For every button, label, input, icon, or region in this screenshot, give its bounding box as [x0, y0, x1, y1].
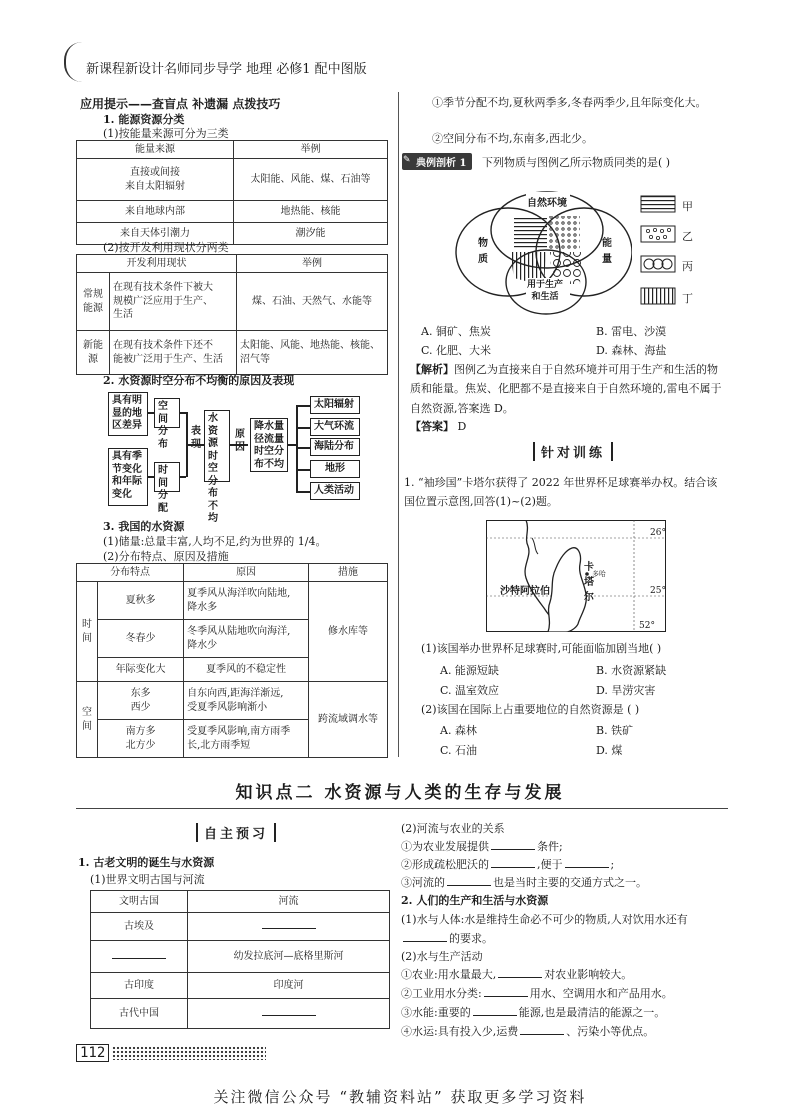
- t1-cell: 潮汐能: [234, 223, 388, 245]
- kp2-r7-text-b: 对农业影响较大。: [544, 968, 633, 981]
- kp2-r7: [401, 966, 632, 982]
- right-p2: ②空间分布不均,东南多,西北少。: [432, 132, 593, 145]
- section1-title: 1. 能源资源分类: [103, 113, 185, 126]
- legend-label: 乙: [682, 230, 693, 243]
- kp2-r9-text-a: ③水能:重要的: [401, 1006, 471, 1019]
- section1-sub2: (2)按开发利用现状分两类: [103, 241, 229, 254]
- legend-label: 丁: [682, 292, 693, 305]
- diagram-factor: 太阳辐射: [310, 396, 360, 414]
- q1-2-option-a: A. 森林: [440, 724, 477, 737]
- t2-header: 开发利用现状: [77, 255, 237, 273]
- answer-text: D: [457, 420, 467, 433]
- kp2-r3-text-c: ;: [610, 858, 615, 871]
- china-water-table: [76, 563, 388, 758]
- example-badge-mark: ✎: [403, 155, 411, 165]
- kp2-r2: [401, 838, 563, 854]
- example-badge-label: 典例剖析 1: [416, 158, 467, 169]
- fill-blank[interactable]: [447, 885, 491, 886]
- t3-cell: 南方多 北方少: [98, 720, 184, 758]
- t4-blank-cell[interactable]: [188, 999, 390, 1029]
- q1-2-option-b: B. 铁矿: [596, 724, 634, 737]
- t2-cell: 常规 能源: [77, 273, 110, 331]
- civilization-river-table: [90, 890, 390, 1029]
- kp2-section1-title: 1. 古老文明的诞生与水资源: [78, 856, 215, 869]
- section2-title: 2. 水资源时空分布不均衡的原因及表现: [103, 374, 295, 387]
- t1-cell: 来自地球内部: [77, 201, 234, 223]
- kp2-r2-text-a: ①为农业发展提供: [401, 840, 489, 853]
- t2-header: 举例: [237, 255, 388, 273]
- q1-2-option-c: C. 石油: [440, 744, 478, 757]
- diagram-factor: 海陆分布: [310, 438, 360, 456]
- q1-2-option-d: D. 煤: [596, 744, 623, 757]
- t3-cell: 夏秋多: [98, 582, 184, 620]
- kp2-r7-text-a: ①农业:用水量最大,: [401, 968, 497, 981]
- fill-blank[interactable]: [484, 996, 528, 997]
- fill-blank[interactable]: [565, 867, 609, 868]
- kp2-r1: (2)河流与农业的关系: [401, 822, 505, 835]
- energy-usage-table: [76, 254, 388, 375]
- kp2-r4: [401, 874, 647, 890]
- t4-header: 文明古国: [91, 891, 188, 913]
- diagram-factor: 地形: [310, 460, 360, 478]
- tips-heading: 应用提示——查盲点 补遗漏 点拨技巧: [80, 97, 281, 111]
- book-title: 新课程新设计名师同步导学 地理 必修1 配中图版: [86, 62, 367, 77]
- t3-cell: 东多 西少: [98, 682, 184, 720]
- section3-line2: (2)分布特点、原因及措施: [103, 550, 229, 563]
- kp2-r2-text-b: 条件;: [537, 840, 563, 853]
- energy-source-table: [76, 140, 388, 245]
- legend-label: 丙: [682, 260, 693, 273]
- t4-blank-cell[interactable]: [188, 913, 390, 941]
- question1-intro: 1. “袖珍国”卡塔尔获得了 2022 年世界杯足球赛举办权。结合该国位置示意图,回答(1)~(2)题。: [404, 476, 718, 509]
- t2-cell: 煤、石油、天然气、水能等: [237, 273, 388, 331]
- t3-time-label: 时 间: [77, 582, 98, 682]
- venn-label-bottom: 用于生产 和生活: [527, 280, 564, 302]
- legend-swatch-bing: [641, 256, 675, 272]
- analysis-text: 图例乙为直接来自于自然环境并可用于生产和生活的物质和能量。焦炭、化肥都不是直接来自于自然环境的,雷电不属于自然资源,答案选 D。: [410, 363, 722, 415]
- t3-cell: 冬季风从陆地吹向海洋, 降水少: [184, 620, 309, 658]
- kp2-title: 知识点二 水资源与人类的生存与发展: [235, 783, 565, 803]
- t4-cell: 印度河: [188, 973, 390, 999]
- map-country-saudi: 沙特阿拉伯: [500, 586, 550, 597]
- kp2-r5-text-b: 的要求。: [449, 932, 493, 946]
- legend-swatch-ding: [641, 288, 675, 304]
- kp2-r3-text-b: ,便于: [537, 858, 563, 871]
- example-badge: [402, 153, 472, 170]
- kp2-r10-text-b: 、污染小等优点。: [566, 1025, 655, 1038]
- qatar-location-map: [486, 520, 666, 632]
- training-title: [533, 442, 613, 461]
- t3-measure: 修水库等: [309, 582, 388, 682]
- diagram-rain: 降水量 径流量 时空分 布不均: [250, 418, 288, 472]
- example-option-b: B. 雷电、沙漠: [596, 325, 667, 338]
- legend-label: 甲: [682, 200, 693, 213]
- kp2-r5: [401, 910, 727, 949]
- t3-header: 分布特点: [77, 564, 184, 582]
- kp2-r10-text-a: ④水运:具有投入少,运费: [401, 1025, 519, 1038]
- legend-swatch-jia: [641, 196, 675, 212]
- t2-cell: 在现有技术条件下还不 能被广泛用于生产、生活: [110, 331, 237, 375]
- kp2-r9: [401, 1004, 665, 1020]
- fill-blank[interactable]: [491, 867, 535, 868]
- map-lat-26: 26°: [650, 528, 666, 538]
- map-capital-doha: 多哈: [592, 570, 606, 578]
- kp2-r8-text-a: ②工业用水分类:: [401, 987, 482, 1000]
- q1-1-option-d: D. 旱涝灾害: [596, 684, 656, 697]
- map-lon-52: 52°: [639, 621, 655, 631]
- kp2-r4-text-b: 也是当时主要的交通方式之一。: [493, 876, 647, 889]
- diagram-center: 水资 源时 空分 布不 均: [204, 410, 230, 482]
- map-lat-25: 25°: [650, 586, 666, 596]
- section1-sub1: (1)按能量来源可分为三类: [103, 127, 229, 140]
- q1-1-option-a: A. 能源短缺: [440, 664, 499, 677]
- t4-header: 河流: [188, 891, 390, 913]
- t3-space-label: 空 间: [77, 682, 98, 758]
- t2-cell: 新能 源: [77, 331, 110, 375]
- t3-header: 措施: [309, 564, 388, 582]
- diagram-space: 空间 分布: [154, 398, 180, 428]
- diagram-reason: 原 因: [235, 429, 245, 453]
- venn-label-right: 能 量: [602, 238, 612, 265]
- t1-cell: 来自天体引潮力: [77, 223, 234, 245]
- t1-header: 举例: [234, 141, 388, 159]
- t2-cell: 太阳能、风能、地热能、核能、 沼气等: [237, 331, 388, 375]
- fill-blank[interactable]: [403, 941, 447, 942]
- t4-cell: 古埃及: [91, 913, 188, 941]
- venn-label-top: 自然环境: [527, 198, 567, 209]
- t4-cell: 幼发拉底河—底格里斯河: [188, 941, 390, 973]
- header-bracket: [64, 42, 82, 82]
- kp2-r9-text-b: 能源,也是最清洁的能源之一。: [518, 1006, 666, 1019]
- diagram-left-bottom: 具有季 节变化 和年际 变化: [108, 448, 148, 506]
- diagram-time: 时间 分配: [154, 462, 180, 492]
- answer-label: 【答案】: [410, 420, 454, 433]
- page-number-text: 112: [80, 1045, 106, 1061]
- diagram-factor: 人类活动: [310, 482, 360, 500]
- map-country-qatar: 卡 塔 尔: [584, 562, 594, 603]
- venn-region-yi: [548, 216, 580, 250]
- answer-block: [410, 418, 466, 434]
- kp2-r4-text-a: ③河流的: [401, 876, 445, 889]
- right-p1: ①季节分配不均,夏秋两季多,冬春两季少,且年际变化大。: [432, 96, 707, 109]
- fill-blank[interactable]: [498, 977, 542, 978]
- fill-blank[interactable]: [491, 849, 535, 850]
- kp2-r5-text-a: (1)水与人体:水是维持生命必不可少的物质,人对饮用水还有: [401, 913, 688, 926]
- t1-cell: 太阳能、风能、煤、石油等: [234, 159, 388, 201]
- t4-cell: 古印度: [91, 973, 188, 999]
- t3-cell: 冬春少: [98, 620, 184, 658]
- section3-line1: (1)储量:总量丰富,人均不足,约为世界的 1/4。: [103, 535, 327, 548]
- page-number: [76, 1044, 109, 1062]
- preview-title: [196, 823, 276, 842]
- diagram-biaoxian: 表: [191, 426, 201, 437]
- kp2-section2-title: 2. 人们的生产和生活与水资源: [401, 894, 549, 907]
- venn-region-jia: [514, 218, 547, 250]
- t4-cell: 古代中国: [91, 999, 188, 1029]
- venn-label-left: 物 质: [478, 238, 488, 265]
- t3-cell: 受夏季风影响,南方雨季 长,北方雨季短: [184, 720, 309, 758]
- analysis-block: [410, 360, 728, 418]
- question1-2: (2)该国在国际上占重要地位的自然资源是 ( ): [421, 703, 640, 716]
- q1-1-option-b: B. 水资源紧缺: [596, 664, 667, 677]
- t1-header: 能量来源: [77, 141, 234, 159]
- kp2-r6: (2)水与生产活动: [401, 950, 483, 963]
- t3-cell: 夏季风的不稳定性: [184, 658, 309, 682]
- t2-cell: 在现有技术条件下被大 规模广泛应用于生产、 生活: [110, 273, 237, 331]
- venn-legend: [640, 192, 680, 312]
- t3-measure: 跨流域调水等: [309, 682, 388, 758]
- fill-blank[interactable]: [520, 1034, 564, 1035]
- diagram-left-top: 具有明 显的地 区差异: [108, 392, 148, 436]
- training-title-text: 针对训练: [541, 446, 606, 461]
- kp2-r3: [401, 856, 614, 872]
- fill-blank[interactable]: [473, 1015, 517, 1016]
- kp2-r3-text-a: ②形成疏松肥沃的: [401, 858, 489, 871]
- footer-dot-band: [112, 1046, 266, 1060]
- example-option-c: C. 化肥、大米: [421, 344, 492, 357]
- preview-title-text: 自主预习: [204, 827, 269, 842]
- t3-cell: 年际变化大: [98, 658, 184, 682]
- example-option-d: D. 森林、海盐: [596, 344, 667, 357]
- kp2-r8: [401, 985, 673, 1001]
- diagram-factor: 大气环流: [310, 418, 360, 436]
- footer-watermark: 关注微信公众号 “教辅资料站” 获取更多学习资料: [213, 1088, 587, 1106]
- t3-cell: 夏季风从海洋吹向陆地, 降水多: [184, 582, 309, 620]
- kp2-r10: [401, 1023, 654, 1039]
- example-option-a: A. 铜矿、焦炭: [421, 325, 491, 338]
- example-question: 下列物质与图例乙所示物质同类的是( ): [482, 156, 671, 169]
- t3-header: 原因: [184, 564, 309, 582]
- analysis-label: 【解析】: [410, 363, 454, 376]
- t4-blank-cell[interactable]: [91, 941, 188, 973]
- q1-1-option-c: C. 温室效应: [440, 684, 500, 697]
- kp2-r8-text-b: 用水、空调用水和产品用水。: [529, 987, 673, 1000]
- kp2-section1-sub: (1)世界文明古国与河流: [90, 873, 205, 886]
- t1-cell: 地热能、核能: [234, 201, 388, 223]
- section3-title: 3. 我国的水资源: [103, 520, 185, 533]
- question1-1: (1)该国举办世界杯足球赛时,可能面临加剧当地( ): [421, 642, 662, 655]
- t1-cell: 直接或间接 来自太阳辐射: [77, 159, 234, 201]
- t3-cell: 自东向西,距海洋渐远, 受夏季风影响渐小: [184, 682, 309, 720]
